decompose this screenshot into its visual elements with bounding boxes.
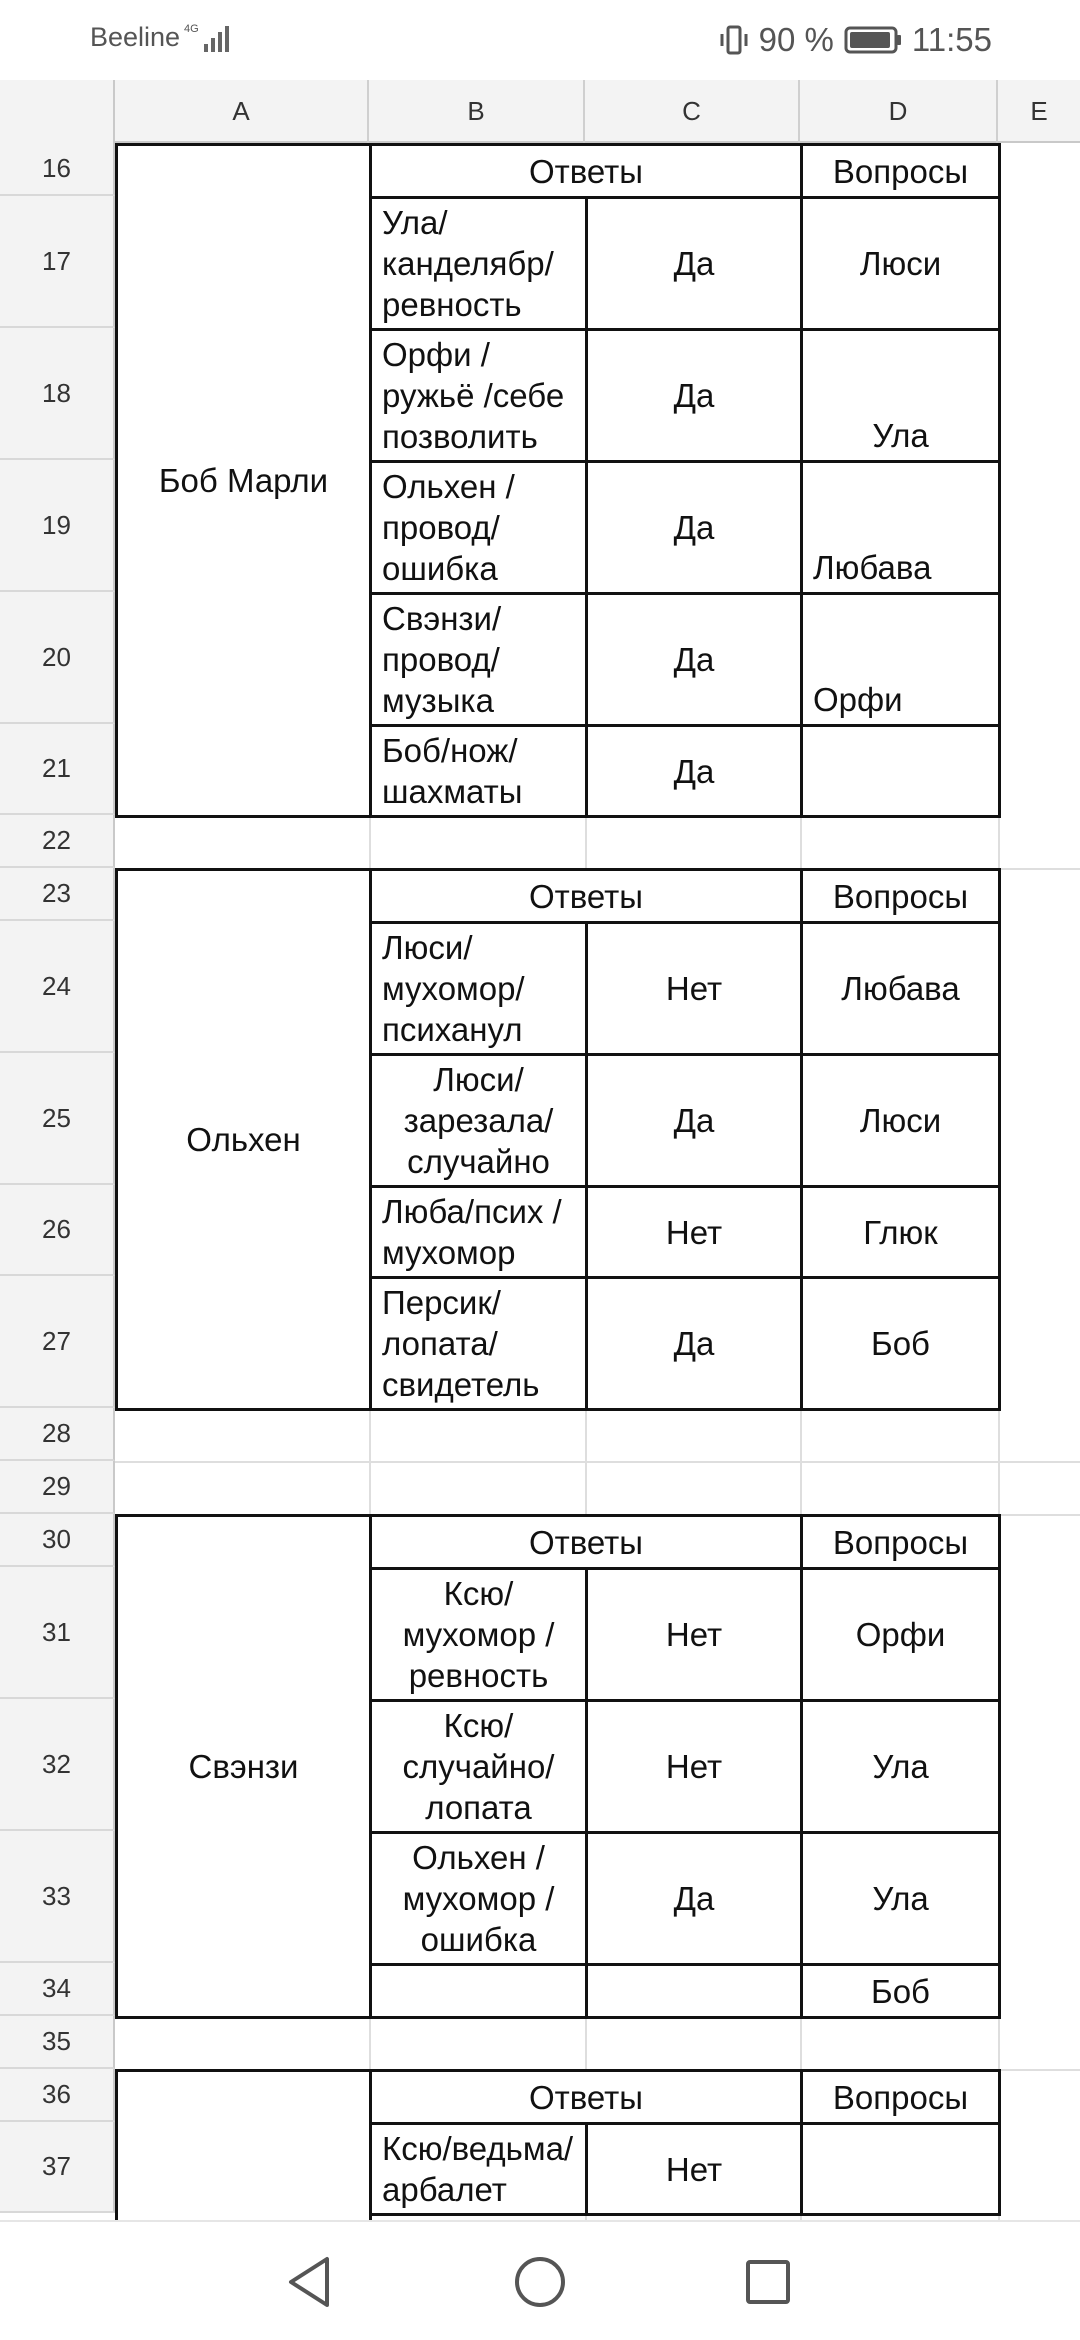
cell-answer-result[interactable]: Да [585,460,803,595]
carrier-name: Beeline [90,22,181,52]
cell-questions-header[interactable]: Вопросы [800,868,1001,924]
cell-answer-text[interactable]: Персик/ лопата/ свидетель [369,1276,588,1411]
spreadsheet[interactable] [0,80,1080,2220]
row-header[interactable]: 25 [0,1053,115,1185]
cell-answer-text[interactable]: Боб/нож/ шахматы [369,724,588,818]
row-header[interactable]: 23 [0,868,115,921]
row-header[interactable]: 29 [0,1461,115,1514]
cell-answer-result[interactable]: Да [585,724,803,818]
cell-player-name[interactable]: Свэнзи [115,1514,372,2019]
cell-question[interactable]: Ула [800,1831,1001,1966]
cell-answer-text[interactable]: Ольхен / провод/ ошибка [369,460,588,595]
row-header[interactable]: 16 [0,143,115,196]
column-header-row [0,80,1080,143]
cell-question[interactable]: Люси [800,196,1001,331]
cell-answer-text[interactable] [369,1963,588,2019]
clock: 11:55 [911,21,992,58]
battery-percent: 90 % [758,21,834,58]
row-header[interactable]: 17 [0,196,115,328]
recents-button[interactable] [738,2252,798,2312]
home-button[interactable] [510,2252,570,2312]
status-right-group [719,18,992,62]
cell-answer-text[interactable]: Орфи / ружьё /себе позволить [369,328,588,463]
column-header-c[interactable]: C [585,80,800,143]
cell-question[interactable]: Глюк [800,1185,1001,1279]
cell-answer-result[interactable] [585,1963,803,2019]
cell-answer-result[interactable]: Да [585,1053,803,1188]
network-type: 4G [184,23,199,35]
cell-answer-result[interactable]: Нет [585,1699,803,1834]
cell-answer-text[interactable]: Свэнзи/ провод/ музыка [369,592,588,727]
cell-player-name[interactable]: Боб Марли [115,143,372,818]
cell-question[interactable]: Любава [800,921,1001,1056]
back-icon [285,2255,335,2309]
cell-answer-result[interactable]: Да [585,196,803,331]
cell-grid[interactable] [0,143,1080,2220]
cell-answer-result[interactable]: Да [585,592,803,727]
back-button[interactable] [280,2252,340,2312]
row-header[interactable]: 36 [0,2069,115,2122]
cell-answer-text[interactable]: Люба/псих / мухомор [369,1185,588,1279]
cell-answer-result[interactable]: Нет [585,1185,803,1279]
cell-answers-header[interactable]: Ответы [369,143,803,199]
cell-answer-result[interactable]: Да [585,1276,803,1411]
row-header[interactable]: 21 [0,724,115,815]
row-header[interactable]: 19 [0,460,115,592]
cell-answer-text[interactable]: Люси/ зарезала/ случайно [369,1053,588,1188]
cell-answer-text[interactable]: Ксю/ мухомор / ревность [369,1567,588,1702]
cell-answers-header[interactable]: Ответы [369,1514,803,1570]
cell-answer-text[interactable]: Люси/ мухомор/ психанул [369,921,588,1056]
row-header[interactable]: 30 [0,1514,115,1567]
cell-answer-text[interactable]: Ольхен / мухомор / ошибка [369,1831,588,1966]
cell-answers-header[interactable]: Ответы [369,2069,803,2125]
cell-question[interactable]: Любава [800,460,1001,595]
row-header[interactable]: 34 [0,1963,115,2016]
cell-question[interactable] [800,2122,1001,2216]
column-header-d[interactable]: D [800,80,998,143]
row-header[interactable]: 37 [0,2122,115,2213]
cell-answer-result[interactable]: Да [585,328,803,463]
cell-questions-header[interactable]: Вопросы [800,2069,1001,2125]
vibrate-icon [719,23,749,57]
row-header[interactable]: 32 [0,1699,115,1831]
recents-icon [743,2257,793,2307]
battery-icon [844,25,902,55]
row-header[interactable]: 27 [0,1276,115,1408]
row-header[interactable]: 20 [0,592,115,724]
cell-answers-header[interactable]: Ответы [369,868,803,924]
cell-question[interactable]: Боб [800,1276,1001,1411]
row-header[interactable]: 24 [0,921,115,1053]
cell-player-name[interactable] [115,2069,372,2220]
cell-question[interactable]: Ула [800,1699,1001,1834]
home-icon [512,2254,568,2310]
signal-icon [182,20,234,56]
column-header-e[interactable]: E [1030,96,1048,126]
cell-question[interactable]: Ула [800,328,1001,463]
row-header[interactable]: 31 [0,1567,115,1699]
select-all-corner[interactable] [0,80,115,143]
cell-question[interactable]: Люси [800,1053,1001,1188]
cell-questions-header[interactable]: Вопросы [800,143,1001,199]
row-header[interactable]: 33 [0,1831,115,1963]
cell-answer-result[interactable]: Нет [585,2122,803,2216]
row-header[interactable]: 22 [0,815,115,868]
cell-question[interactable]: Орфи [800,592,1001,727]
gridline [115,1461,1080,1463]
row-header[interactable]: 18 [0,328,115,460]
cell-answer-result[interactable]: Нет [585,921,803,1056]
navigation-bar [0,2220,1080,2340]
cell-question[interactable] [800,724,1001,818]
cell-questions-header[interactable]: Вопросы [800,1514,1001,1570]
row-header[interactable]: 35 [0,2016,115,2069]
status-bar [0,0,1080,80]
cell-answer-text[interactable]: Ула/ канделябр/ ревность [369,196,588,331]
cell-answer-text[interactable]: Ксю/ведьма/ арбалет [369,2122,588,2216]
cell-answer-result[interactable]: Да [585,1831,803,1966]
column-header-b[interactable]: B [369,80,585,143]
column-header-a[interactable]: A [115,80,369,143]
cell-question[interactable]: Боб [800,1963,1001,2019]
cell-question[interactable]: Орфи [800,1567,1001,1702]
cell-answer-result[interactable]: Нет [585,1567,803,1702]
cell-answer-text[interactable]: Ксю/ случайно/ лопата [369,1699,588,1834]
row-header[interactable]: 28 [0,1408,115,1461]
cell-player-name[interactable]: Ольхен [115,868,372,1411]
row-header[interactable]: 26 [0,1185,115,1276]
